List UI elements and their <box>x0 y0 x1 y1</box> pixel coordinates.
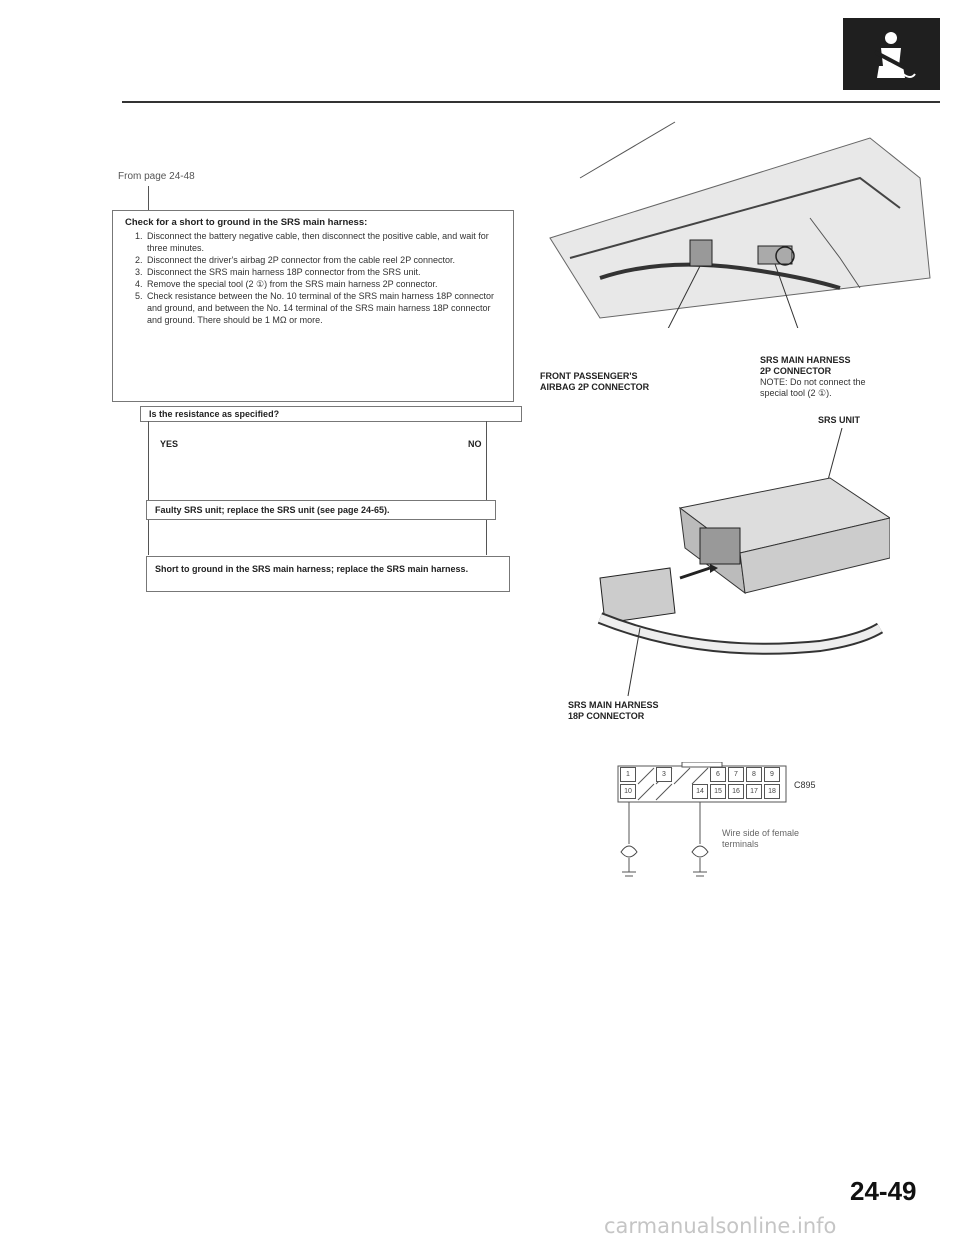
yes-result-box: Faulty SRS unit; replace the SRS unit (see page 24-65). <box>146 500 496 520</box>
pin-14: 14 <box>692 784 708 799</box>
from-page-ref: From page 24-48 <box>118 171 195 182</box>
connector-id: C895 <box>794 780 816 790</box>
step-item: 1. Disconnect the battery negative cable, then disconnect the positive cable, and wait for three minutes. <box>145 230 505 254</box>
header-rule <box>122 101 940 103</box>
pin-15: 15 <box>710 784 726 799</box>
label-line: SRS MAIN HARNESS <box>760 355 851 365</box>
flow-connector-yes <box>148 421 149 555</box>
srs-seatbelt-icon <box>843 18 940 90</box>
pin-16: 16 <box>728 784 744 799</box>
pin-9: 9 <box>764 767 780 782</box>
step-list <box>113 230 513 326</box>
yes-label: YES <box>160 439 179 449</box>
step-item: 3. Disconnect the SRS main harness 18P connector from the SRS unit. <box>145 266 505 278</box>
pin-3: 3 <box>656 767 672 782</box>
wire-side-note <box>722 828 799 850</box>
note-line: special tool (2 ①). <box>760 388 832 398</box>
no-result-box: Short to ground in the SRS main harness; replace the SRS main harness. <box>146 556 510 592</box>
pin-8: 8 <box>746 767 762 782</box>
pin-6: 6 <box>710 767 726 782</box>
pin-1: 1 <box>620 767 636 782</box>
step-item: 4. Remove the special tool (2 ①) from the SRS main harness 2P connector. <box>145 278 505 290</box>
pin-18: 18 <box>764 784 780 799</box>
pin-10: 10 <box>620 784 636 799</box>
no-label: NO <box>468 439 482 449</box>
passenger-area-illustration <box>540 118 940 328</box>
label-line: 18P CONNECTOR <box>568 711 645 721</box>
note-line: Wire side of female <box>722 828 800 838</box>
label-line: FRONT PASSENGER'S <box>540 371 638 381</box>
srs-main-18p-label <box>568 700 659 722</box>
note-line: NOTE: Do not connect the <box>760 377 866 387</box>
note-line: terminals <box>722 839 759 849</box>
check-step-box <box>112 210 514 402</box>
step-item: 2. Disconnect the driver's airbag 2P connector from the cable reel 2P connector. <box>145 254 505 266</box>
page-number: 24-49 <box>850 1176 917 1206</box>
flow-connector <box>148 186 149 210</box>
label-line: 2P CONNECTOR <box>760 366 832 376</box>
label-line: SRS MAIN HARNESS <box>568 700 659 710</box>
label-line: AIRBAG 2P CONNECTOR <box>540 382 650 392</box>
watermark: carmanualsonline.info <box>604 1214 837 1238</box>
question-box: Is the resistance as specified? <box>140 406 522 422</box>
step-title: Check for a short to ground in the SRS main harness: <box>125 217 368 228</box>
pin-7: 7 <box>728 767 744 782</box>
step-item: 5. Check resistance between the No. 10 terminal of the SRS main harness 18P connector and ground, and between the No. 14 terminal of the SRS main harness 18P connector and ground. There should be 1 MΩ or more. <box>145 290 505 326</box>
flow-connector-no <box>486 421 487 555</box>
front-passenger-label <box>540 371 649 393</box>
srs-main-2p-label <box>760 355 866 399</box>
connector-diagram <box>612 762 792 882</box>
srs-unit-illustration <box>560 428 890 700</box>
pin-17: 17 <box>746 784 762 799</box>
srs-unit-label: SRS UNIT <box>818 415 861 425</box>
